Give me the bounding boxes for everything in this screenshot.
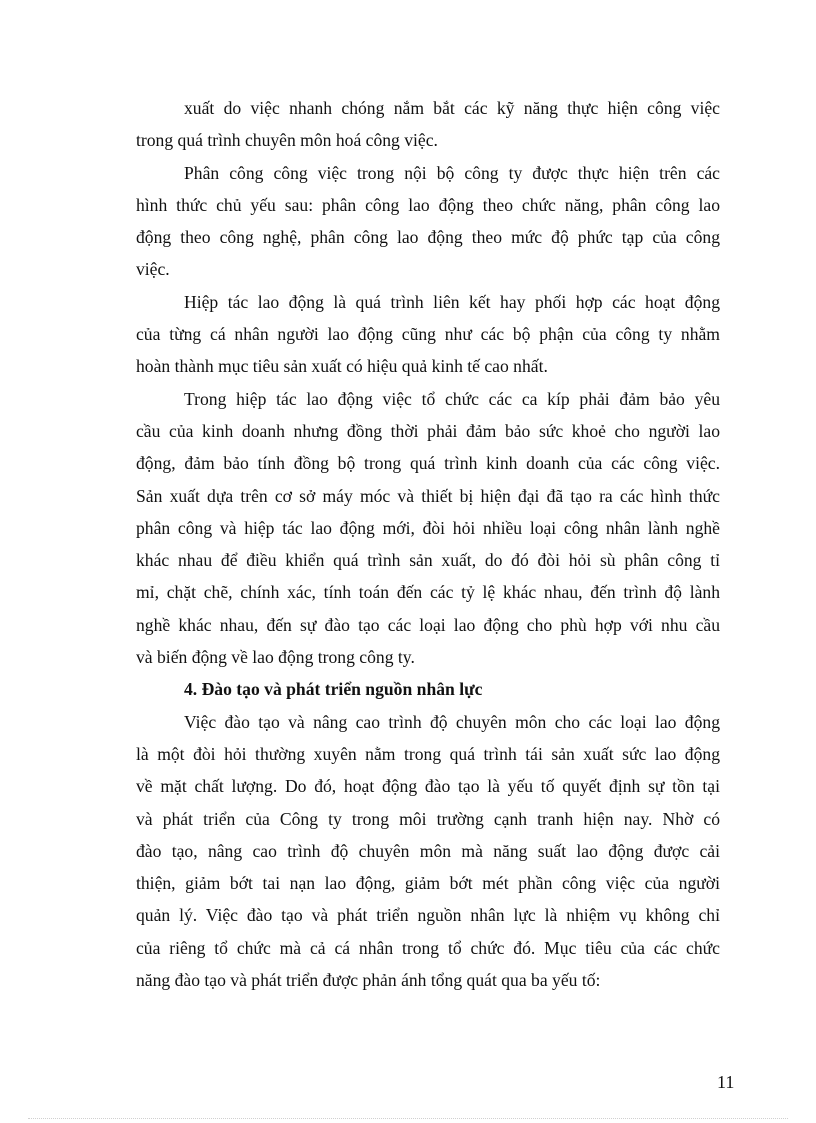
text-line: Hiệp tác lao động là quá trình liên kết hay phối hợp các hoạt động (184, 291, 720, 312)
text-line: hoàn thành mục tiêu sản xuất có hiệu quả kinh tế cao nhất. (136, 356, 548, 377)
page-number: 11 (717, 1072, 735, 1092)
text-line: năng đào tạo và phát triển được phản ánh tổng quát qua ba yếu tố: (136, 970, 601, 991)
text-line: Phân công công việc trong nội bộ công ty được thực hiện trên các (184, 162, 720, 183)
footer-divider (28, 1118, 788, 1119)
section-heading: 4. Đào tạo và phát triển nguồn nhân lực (184, 679, 483, 700)
text-line: thiện, giảm bớt tai nạn lao động, giảm bớt mét phần công việc của người (136, 873, 720, 894)
text-line: Sản xuất dựa trên cơ sở máy móc và thiết bị hiện đại đã tạo ra các hình thức (136, 485, 720, 506)
text-line: việc. (136, 259, 170, 280)
text-line: khác nhau để điều khiển quá trình sản xuất, do đó đòi hỏi sù phân công tỉ (136, 550, 720, 571)
text-line: về mặt chất lượng. Do đó, hoạt động đào tạo là yếu tố quyết định sự tồn tại (136, 776, 720, 797)
text-line: xuất do việc nhanh chóng nắm bắt các kỹ năng thực hiện công việc (184, 98, 720, 118)
text-line: Trong hiệp tác lao động việc tổ chức các ca kíp phải đảm bảo yêu (184, 388, 720, 409)
text-line: của từng cá nhân người lao động cũng như các bộ phận của công ty nhằm (136, 324, 720, 345)
text-line: nghề khác nhau, đến sự đào tạo các loại lao động cho phù hợp với nhu cầu (136, 614, 720, 635)
text-line: của riêng tổ chức mà cả cá nhân trong tổ chức đó. Mục tiêu của các chức (136, 937, 720, 958)
text-line: quản lý. Việc đào tạo và phát triển nguồn nhân lực là nhiệm vụ không chỉ (136, 905, 720, 926)
text-line: mỉ, chặt chẽ, chính xác, tính toán đến các tỷ lệ khác nhau, đến trình độ lành (136, 582, 720, 603)
text-line: phân công và hiệp tác lao động mới, đòi hỏi nhiều loại công nhân lành nghề (136, 517, 720, 538)
paragraph (136, 157, 720, 286)
text-line: động theo công nghệ, phân công lao động theo mức độ phức tạp của công (136, 227, 720, 248)
text-line: hình thức chủ yếu sau: phân công lao động theo chức năng, phân công lao (136, 194, 720, 215)
text-line: là một đòi hỏi thường xuyên nằm trong quá trình tái sản xuất sức lao động (136, 743, 720, 764)
text-line: cầu của kinh doanh nhưng đồng thời phải đảm bảo sức khoẻ cho người lao (136, 420, 720, 441)
text-line: đào tạo, nâng cao trình độ chuyên môn mà năng suất lao động được cải (136, 840, 720, 861)
text-line: trong quá trình chuyên môn hoá công việc. (136, 130, 438, 151)
text-line: Việc đào tạo và nâng cao trình độ chuyên môn cho các loại lao động (184, 711, 720, 732)
paragraph (136, 92, 720, 157)
text-line: và phát triển của Công ty trong môi trường cạnh tranh hiện nay. Nhờ có (136, 808, 720, 829)
paragraph (136, 706, 720, 997)
document-body (136, 92, 720, 996)
paragraph (136, 286, 720, 383)
text-line: động, đảm bảo tính đồng bộ trong quá trình kinh doanh của các công việc. (136, 453, 720, 474)
paragraph (136, 383, 720, 674)
text-line: và biến động về lao động trong công ty. (136, 647, 415, 668)
